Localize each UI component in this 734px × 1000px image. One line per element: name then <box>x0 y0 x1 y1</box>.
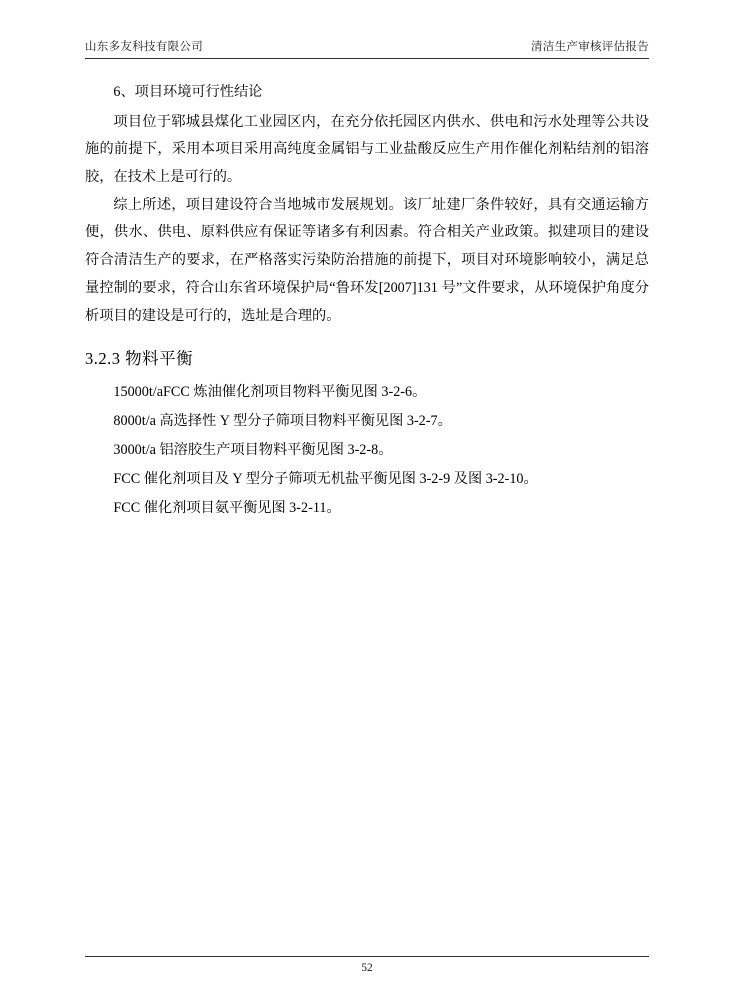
paragraph-2: 综上所述，项目建设符合当地城市发展规划。该厂址建厂条件较好，具有交通运输方便，供水、供电、原料供应有保证等诸多有利因素。符合相关产业政策。拟建项目的建设符合清洁生产的要求，在严格落实污染防治措施的前提下，项目对环境影响较小，满足总量控制的要求，符合山东省环境保护局“鲁环发[2007]131 号”文件要求，从环境保护角度分析项目的建设是可行的，选址是合理的。 <box>85 196 649 324</box>
list-item: FCC 催化剂项目及 Y 型分子筛项无机盐平衡见图 3-2-9 及图 3-2-10。 <box>113 471 538 488</box>
document-body <box>85 79 649 523</box>
header-document-title: 清洁生产审核评估报告 <box>531 41 649 53</box>
list-item: 3000t/a 铝溶胶生产项目物料平衡见图 3-2-8。 <box>113 442 393 459</box>
page-footer <box>85 956 649 974</box>
list-item: 15000t/aFCC 炼油催化剂项目物料平衡见图 3-2-6。 <box>113 383 427 400</box>
subsection-heading: 6、项目环境可行性结论 <box>113 84 263 100</box>
paragraph-1: 项目位于郓城县煤化工业园区内，在充分依托园区内供水、供电和污水处理等公共设施的前提下，采用本项目采用高纯度金属铝与工业盐酸反应生产用作催化剂粘结剂的铝溶胶，在技术上是可行的。 <box>85 113 649 186</box>
page-header <box>85 38 649 59</box>
list-item: 8000t/a 高选择性 Y 型分子筛项目物料平衡见图 3-2-7。 <box>113 412 452 429</box>
list-item: FCC 催化剂项目氨平衡见图 3-2-11。 <box>113 500 341 517</box>
header-company-name: 山东多友科技有限公司 <box>85 41 203 53</box>
section-heading-material-balance: 3.2.3 物料平衡 <box>85 349 194 369</box>
page-number: 52 <box>361 962 373 974</box>
page-content-area <box>85 38 649 970</box>
